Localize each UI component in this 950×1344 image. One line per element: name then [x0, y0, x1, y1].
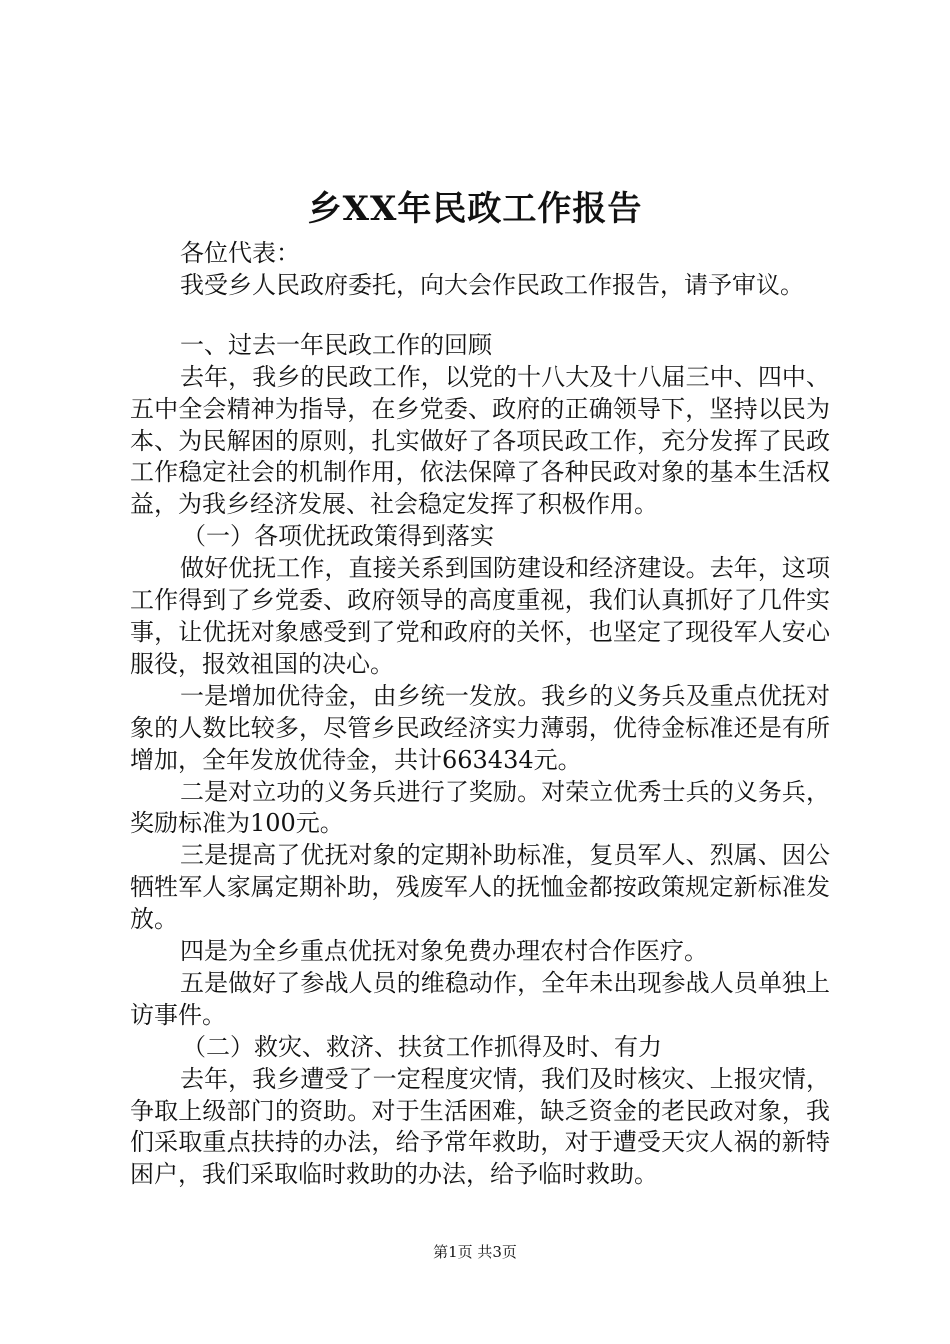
paragraph: 一是增加优待金，由乡统一发放。我乡的义务兵及重点优抚对象的人数比较多，尽管乡民政经济实力薄弱，优待金标准还是有所增加，全年发放优待金，共计663434元。 [130, 681, 830, 774]
subsection-heading-1: （一）各项优抚政策得到落实 [182, 522, 494, 551]
paragraph: 五是做好了参战人员的维稳动作，全年未出现参战人员单独上访事件。 [130, 968, 830, 1029]
paragraph-intro: 我受乡人民政府委托，向大会作民政工作报告，请予审议。 [180, 270, 804, 299]
paragraph: 做好优抚工作，直接关系到国防建设和经济建设。去年，这项工作得到了乡党委、政府领导的高度重视，我们认真抓好了几件实事，让优抚对象感受到了党和政府的关怀，也坚定了现役军人安心服役，报效祖国的决心。 [130, 554, 830, 678]
document-body [130, 238, 830, 1191]
paragraph: 四是为全乡重点优抚对象免费办理农村合作医疗。 [180, 937, 708, 966]
document-title: 乡XX年民政工作报告 [307, 189, 643, 229]
paragraph: 去年，我乡的民政工作，以党的十八大及十八届三中、四中、五中全会精神为指导，在乡党委、政府的正确领导下，坚持以民为本、为民解困的原则，扎实做好了各项民政工作，充分发挥了民政工作稳定社会的机制作用，依法保障了各种民政对象的基本生活权益，为我乡经济发展、社会稳定发挥了积极作用。 [130, 362, 830, 519]
section-heading-review: 一、过去一年民政工作的回顾 [180, 330, 492, 359]
paragraph: 去年，我乡遭受了一定程度灾情，我们及时核灾、上报灾情，争取上级部门的资助。对于生活困难，缺乏资金的老民政对象，我们采取重点扶持的办法，给予常年救助，对于遭受天灾人祸的新特困户，我们采取临时救助的办法，给予临时救助。 [130, 1064, 830, 1189]
paragraph: 三是提高了优抚对象的定期补助标准，复员军人、烈属、因公牺牲军人家属定期补助，残废军人的抚恤金都按政策规定新标准发放。 [130, 841, 830, 934]
paragraph: 二是对立功的义务兵进行了奖励。对荣立优秀士兵的义务兵，奖励标准为100元。 [130, 777, 830, 838]
page-footer: 第1页 共3页 [433, 1243, 517, 1261]
paragraph-gap [130, 302, 830, 330]
subsection-heading-2: （二）救灾、救济、扶贫工作抓得及时、有力 [182, 1032, 662, 1061]
salutation: 各位代表： [180, 239, 300, 267]
